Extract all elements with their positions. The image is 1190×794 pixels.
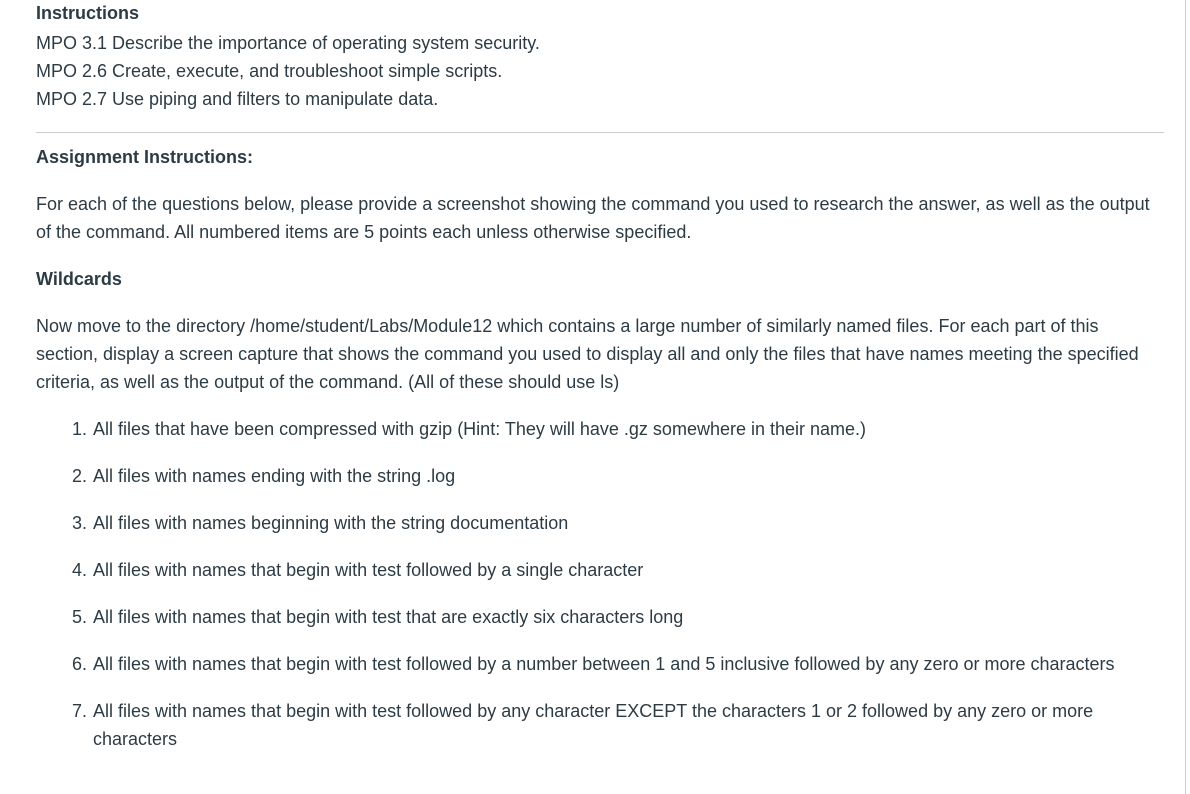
- wildcards-heading: Wildcards: [36, 269, 122, 289]
- list-item-number: 3.: [72, 513, 88, 533]
- list-item-text: All files with names ending with the string .log: [93, 466, 456, 486]
- content-right-border: [1185, 0, 1186, 794]
- mpo-item: MPO 3.1 Describe the importance of operating system security.: [36, 33, 540, 53]
- list-item-text: All files with names that begin with test followed by any character EXCEPT the characters 1 or 2 followed by any zero or more characters: [93, 701, 1094, 749]
- list-item: [36, 509, 1164, 537]
- mpo-item: MPO 2.7 Use piping and filters to manipulate data.: [36, 89, 439, 109]
- mpo-item: MPO 2.6 Create, execute, and troubleshoot simple scripts.: [36, 61, 503, 81]
- list-item-number: 2.: [72, 466, 88, 486]
- assignment-instructions-heading: Assignment Instructions:: [36, 147, 254, 167]
- wildcards-task-list: [36, 415, 1164, 753]
- instructions-heading: Instructions: [36, 3, 140, 23]
- list-item-number: 5.: [72, 607, 88, 627]
- assignment-content: [36, 0, 1164, 753]
- assignment-intro-paragraph: For each of the questions below, please provide a screenshot showing the command you used to research the answer, as well as the output of the command. All numbered items are 5 points each unless otherwise specified.: [36, 194, 1150, 242]
- list-item-number: 7.: [72, 701, 88, 721]
- list-item-number: 1.: [72, 419, 88, 439]
- section-divider: [36, 132, 1164, 133]
- list-item: [36, 603, 1164, 631]
- list-item: [36, 556, 1164, 584]
- list-item: [36, 697, 1164, 753]
- mpo-list: [36, 29, 1164, 113]
- list-item-text: All files with names that begin with test that are exactly six characters long: [93, 607, 684, 627]
- list-item: [36, 462, 1164, 490]
- list-item: [36, 650, 1164, 678]
- list-item-text: All files with names beginning with the string documentation: [93, 513, 569, 533]
- list-item-text: All files with names that begin with test followed by a number between 1 and 5 inclusive followed by any zero or more characters: [93, 654, 1115, 674]
- wildcards-intro-paragraph: Now move to the directory /home/student/Labs/Module12 which contains a large number of similarly named files. For each part of this section, display a screen capture that shows the command you used to display all and only the files that have names meeting the specified criteria, as well as the output of the command. (All of these should use ls): [36, 316, 1139, 392]
- list-item-number: 6.: [72, 654, 88, 674]
- list-item-text: All files with names that begin with test followed by a single character: [93, 560, 644, 580]
- list-item-number: 4.: [72, 560, 88, 580]
- list-item: [36, 415, 1164, 443]
- list-item-text: All files that have been compressed with gzip (Hint: They will have .gz somewhere in their name.): [93, 419, 867, 439]
